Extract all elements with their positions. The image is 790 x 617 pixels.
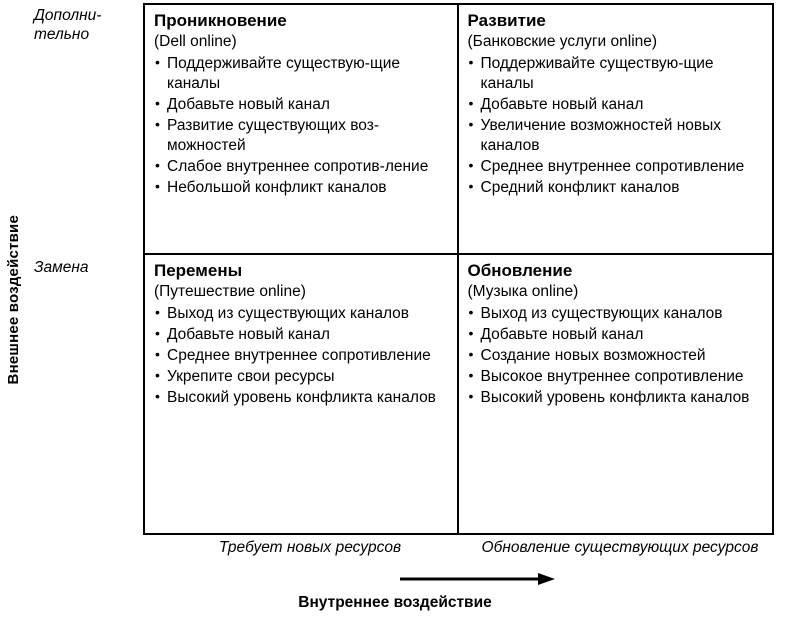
y-axis-label-text: Внешнее воздействие bbox=[4, 215, 22, 385]
quadrant-bullet-list bbox=[468, 304, 765, 408]
quadrant-bullet-list bbox=[468, 54, 765, 198]
list-item: • Поддерживайте существую-щие каналы bbox=[154, 54, 449, 94]
list-item: • Среднее внутреннее сопротивление bbox=[468, 157, 765, 177]
list-item: • Поддерживайте существую-щие каналы bbox=[468, 54, 765, 94]
right-arrow-icon bbox=[400, 572, 555, 586]
list-item: • Добавьте новый канал bbox=[468, 95, 765, 115]
quadrant-subtitle: (Музыка online) bbox=[467, 282, 579, 300]
row-header-replacement-text: Замена bbox=[34, 259, 89, 276]
list-item: • Небольшой конфликт каналов bbox=[154, 178, 449, 198]
quadrant-penetration bbox=[145, 5, 459, 255]
quadrant-bullet-list bbox=[154, 54, 449, 198]
quadrant-title: Перемены bbox=[154, 261, 243, 280]
list-item: • Укрепите свои ресурсы bbox=[154, 367, 449, 387]
quadrant-title: Проникновение bbox=[154, 11, 287, 30]
list-item: • Увеличение возможностей новых каналов bbox=[468, 116, 765, 156]
row-header-additional bbox=[34, 6, 142, 45]
matrix-grid bbox=[143, 3, 774, 535]
quadrant-bullet-list bbox=[154, 304, 449, 408]
quadrant-title: Обновление bbox=[467, 261, 573, 280]
list-item: • Слабое внутреннее сопротив-ление bbox=[154, 157, 449, 177]
quadrant-subtitle: (Банковские услуги online) bbox=[467, 32, 658, 50]
quadrant-development bbox=[459, 5, 773, 255]
x-axis-label: Внутреннее воздействие bbox=[298, 594, 492, 611]
list-item: • Создание новых возможностей bbox=[468, 346, 765, 366]
quadrant-renewal bbox=[459, 255, 773, 533]
quadrant-title: Развитие bbox=[467, 11, 546, 30]
quadrant-subtitle: (Dell online) bbox=[154, 32, 237, 50]
list-item: • Высокое внутреннее сопротивление bbox=[468, 367, 765, 387]
list-item: • Развитие существующих воз-можностей bbox=[154, 116, 449, 156]
list-item: • Высокий уровень конфликта каналов bbox=[154, 388, 449, 408]
list-item: • Средний конфликт каналов bbox=[468, 178, 765, 198]
y-axis-label bbox=[0, 120, 26, 480]
list-item: • Выход из существующих каналов bbox=[154, 304, 449, 324]
x-axis-left-label: Требует новых ресурсов bbox=[218, 539, 402, 556]
list-item: • Добавьте новый канал bbox=[468, 325, 765, 345]
row-header-additional-text: Дополни- тельно bbox=[34, 7, 102, 44]
list-item: • Среднее внутреннее сопротивление bbox=[154, 346, 449, 366]
quadrant-subtitle: (Путешествие online) bbox=[154, 282, 306, 300]
list-item: • Выход из существующих каналов bbox=[468, 304, 765, 324]
x-axis-right-label: Обновление существующих ресурсов bbox=[481, 539, 759, 556]
row-header-replacement bbox=[34, 258, 142, 277]
list-item: • Добавьте новый канал bbox=[154, 325, 449, 345]
list-item: • Высокий уровень конфликта каналов bbox=[468, 388, 765, 408]
list-item: • Добавьте новый канал bbox=[154, 95, 449, 115]
quadrant-change bbox=[145, 255, 459, 533]
